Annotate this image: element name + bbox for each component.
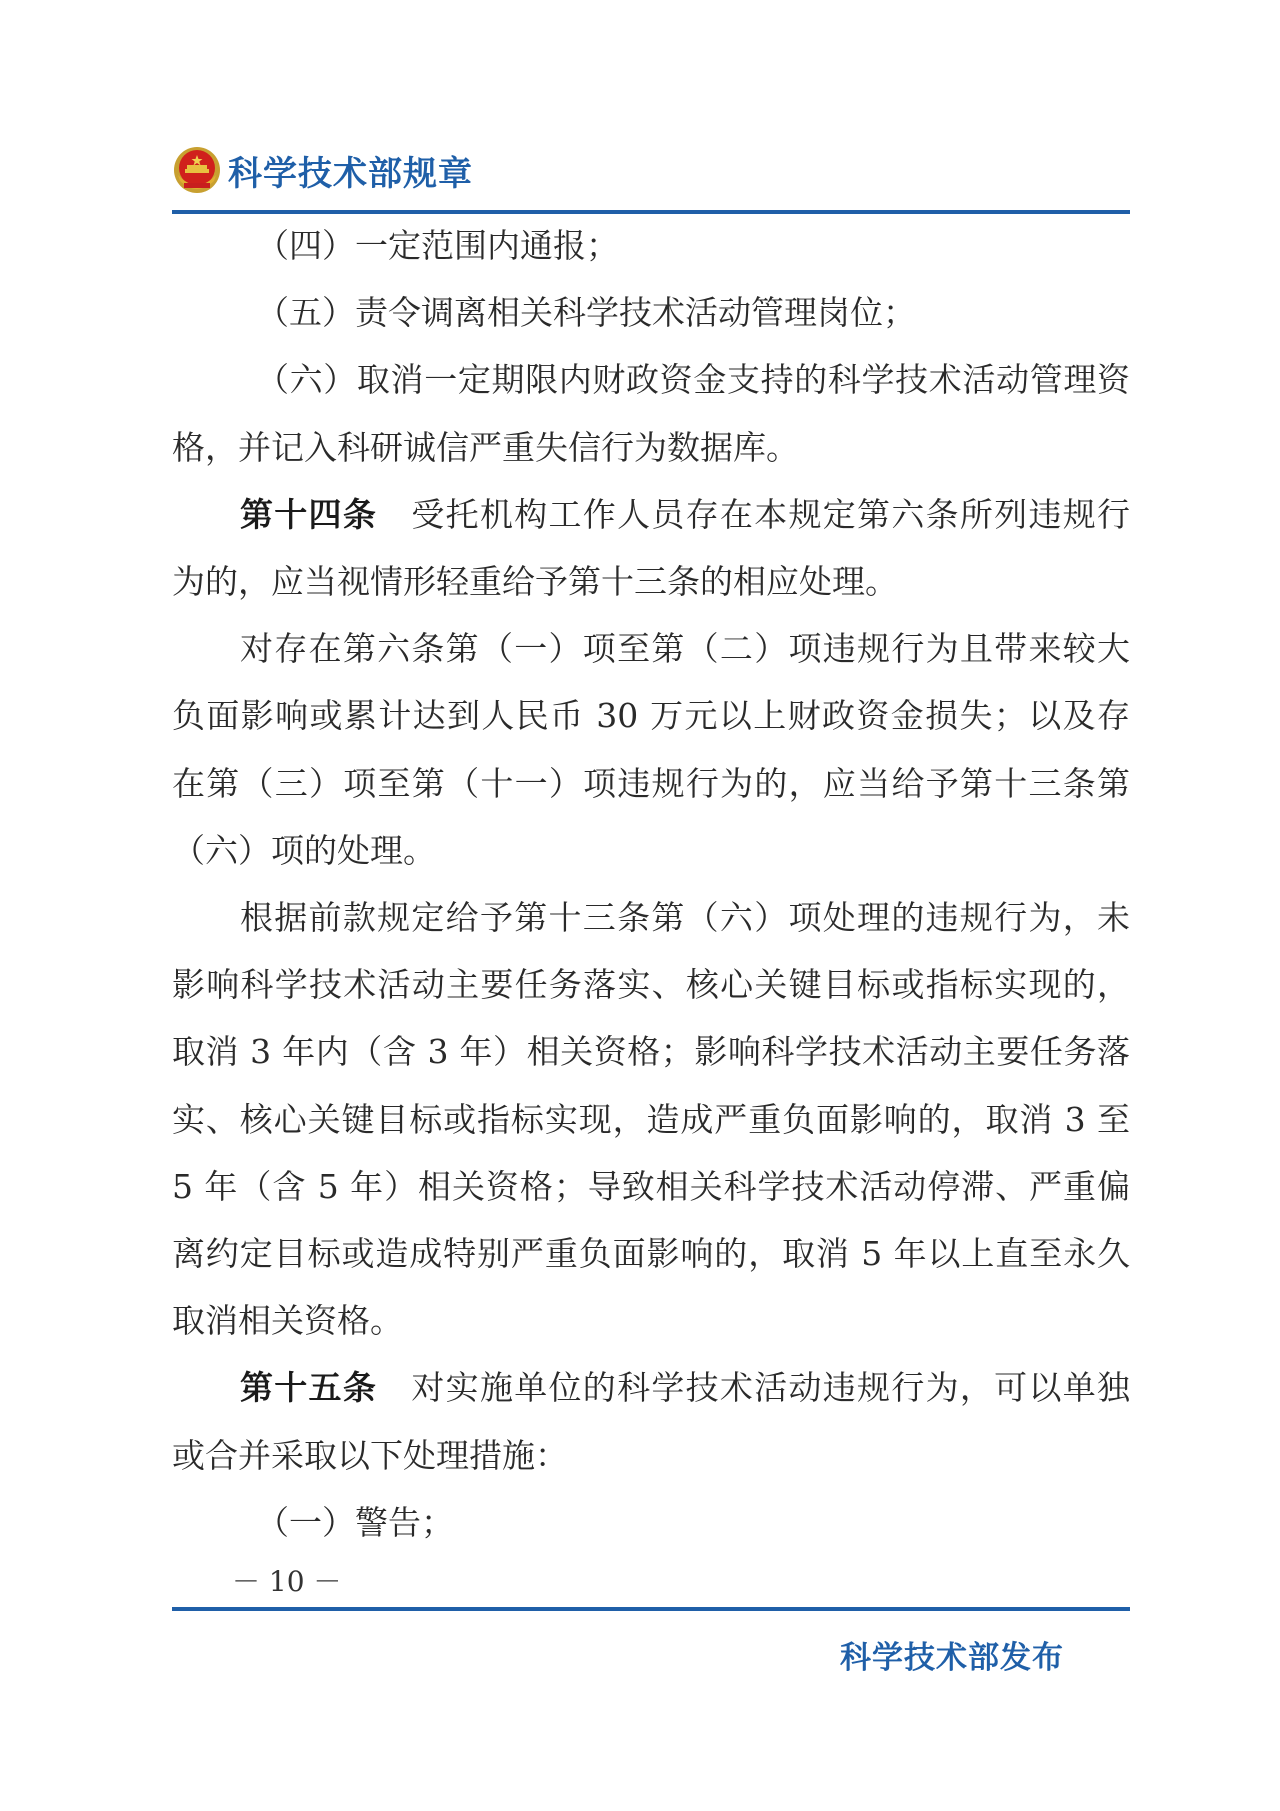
national-emblem-icon bbox=[172, 145, 222, 195]
article-number: 第十五条 bbox=[240, 1368, 378, 1407]
line-text: 取消 3 年内（含 3 年）相关资格；影响科学技术活动主要任务落 bbox=[172, 1032, 1130, 1071]
line-text: 取消相关资格。 bbox=[172, 1301, 403, 1340]
footer-publisher: 科学技术部发布 bbox=[840, 1640, 1064, 1676]
line-text: 实、核心关键目标或指标实现，造成严重负面影响的，取消 3 至 bbox=[172, 1100, 1130, 1139]
line-text: （六）项的处理。 bbox=[172, 831, 436, 870]
body-line bbox=[172, 831, 1130, 871]
footer-divider bbox=[172, 1607, 1130, 1611]
line-text: 或合并采取以下处理措施： bbox=[172, 1436, 568, 1475]
body-line bbox=[172, 764, 1130, 804]
body-line bbox=[172, 1167, 1130, 1207]
body-line bbox=[172, 562, 1130, 602]
body-line bbox=[172, 1436, 1130, 1476]
body-line bbox=[172, 226, 1130, 266]
page-number: － 10 － bbox=[232, 1565, 342, 1598]
line-text: 5 年（含 5 年）相关资格；导致相关科学技术活动停滞、严重偏 bbox=[172, 1167, 1130, 1206]
line-text: 为的，应当视情形轻重给予第十三条的相应处理。 bbox=[172, 562, 898, 601]
line-text: 受托机构工作人员存在本规定第六条所列违规行 bbox=[411, 495, 1130, 534]
line-text: 根据前款规定给予第十三条第（六）项处理的违规行为，未 bbox=[240, 898, 1130, 937]
page-header bbox=[172, 142, 473, 198]
line-text: （五）责令调离相关科学技术活动管理岗位； bbox=[256, 293, 916, 332]
line-text: 格，并记入科研诚信严重失信行为数据库。 bbox=[172, 428, 799, 467]
line-text: （四）一定范围内通报； bbox=[256, 226, 619, 265]
line-text: （六）取消一定期限内财政资金支持的科学技术活动管理资 bbox=[256, 360, 1130, 399]
header-divider bbox=[172, 210, 1130, 214]
body-line bbox=[172, 495, 1130, 535]
body-line bbox=[172, 1368, 1130, 1408]
body-line bbox=[172, 1100, 1130, 1140]
body-line bbox=[172, 293, 1130, 333]
line-text: 对实施单位的科学技术活动违规行为，可以单独 bbox=[411, 1368, 1130, 1407]
body-line bbox=[172, 360, 1130, 400]
body-line bbox=[172, 965, 1130, 1005]
article-number: 第十四条 bbox=[240, 495, 378, 534]
body-line bbox=[172, 1032, 1130, 1072]
line-text: 影响科学技术活动主要任务落实、核心关键目标或指标实现的， bbox=[172, 965, 1130, 1004]
body-line bbox=[172, 1234, 1130, 1274]
line-text: 对存在第六条第（一）项至第（二）项违规行为且带来较大 bbox=[240, 629, 1130, 668]
body-line bbox=[172, 1503, 1130, 1543]
header-title: 科学技术部规章 bbox=[228, 153, 473, 194]
body-line bbox=[172, 1301, 1130, 1341]
body-line bbox=[172, 629, 1130, 669]
line-text: 离约定目标或造成特别严重负面影响的，取消 5 年以上直至永久 bbox=[172, 1234, 1130, 1273]
line-text: （一）警告； bbox=[256, 1503, 454, 1542]
body-line bbox=[172, 428, 1130, 468]
line-text: 负面影响或累计达到人民币 30 万元以上财政资金损失；以及存 bbox=[172, 696, 1130, 735]
line-text: 在第（三）项至第（十一）项违规行为的，应当给予第十三条第 bbox=[172, 764, 1130, 803]
body-line bbox=[172, 898, 1130, 938]
body-line bbox=[172, 696, 1130, 736]
